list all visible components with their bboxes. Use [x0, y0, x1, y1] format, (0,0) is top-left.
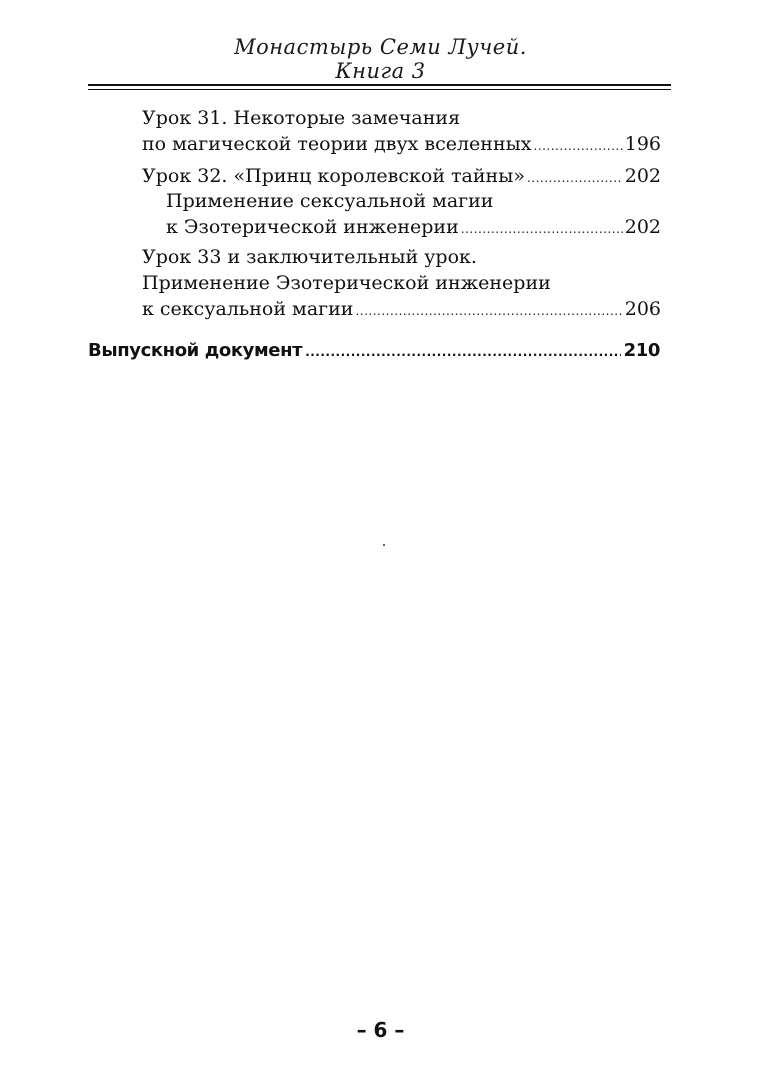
toc-entry-text: Урок 32. «Принц королевской тайны»	[142, 165, 525, 187]
header-rule-thin	[88, 89, 671, 90]
toc-page-number: 202	[624, 165, 661, 187]
dot-leader	[527, 164, 623, 190]
toc-entry-lesson-32	[142, 164, 661, 190]
toc-entry-lesson-33-subtitle: Применение Эзотерической инженерии	[142, 272, 551, 294]
dot-leader	[355, 297, 622, 323]
dot-leader	[461, 215, 623, 241]
toc-entry-lesson-33	[142, 297, 661, 323]
stray-dot	[383, 544, 385, 546]
toc-entry-text: Выпускной документ	[88, 340, 303, 361]
toc-entry-final-document	[88, 339, 660, 364]
toc-page-number: 210	[623, 340, 660, 361]
toc-entry-text: по магической теории двух вселенных	[142, 133, 532, 155]
toc-entry-text: к Эзотерической инженерии	[166, 216, 459, 238]
toc-entry-text: к сексуальной магии	[142, 298, 354, 320]
toc-subentry-lesson-32	[166, 215, 661, 241]
toc-entry-lesson-31-title: Урок 31. Некоторые замечания	[142, 107, 461, 129]
toc-subentry-title: Применение сексуальной магии	[166, 190, 494, 212]
toc-page-number: 196	[624, 133, 661, 155]
page-number: – 6 –	[356, 1018, 405, 1042]
dot-leader	[533, 132, 622, 158]
toc-entry-lesson-33-title: Урок 33 и заключительный урок.	[142, 246, 477, 268]
dot-leader	[305, 339, 620, 364]
header-title-line1: Монастырь Семи Лучей.	[234, 35, 527, 59]
toc-page-number: 202	[624, 216, 661, 238]
toc-entry-lesson-31	[142, 132, 661, 158]
header-title-line2: Книга 3	[335, 59, 426, 83]
header-rule-thick	[88, 84, 671, 86]
toc-page-number: 206	[624, 298, 661, 320]
